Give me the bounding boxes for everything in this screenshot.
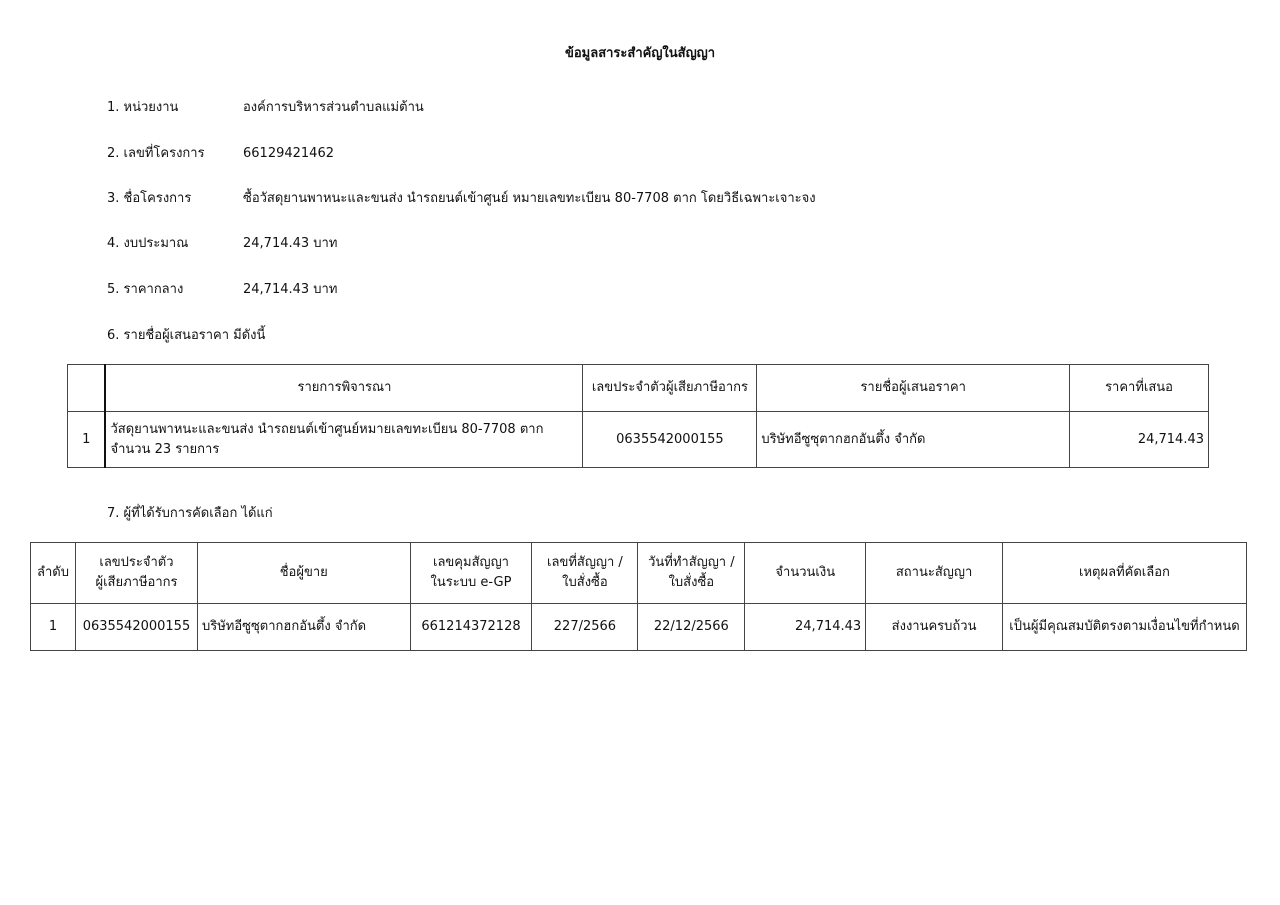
header-tax-id: เลขประจำตัวผู้เสียภาษีอากร bbox=[583, 365, 757, 412]
section-6-heading: 6. รายชื่อผู้เสนอราคา มีดังนี้ bbox=[107, 328, 266, 343]
info-label: 1. หน่วยงาน bbox=[107, 100, 179, 115]
header-contract-number bbox=[532, 543, 638, 604]
winners-table bbox=[30, 542, 1247, 651]
info-value: 66129421462 bbox=[243, 146, 334, 161]
header-price: ราคาที่เสนอ bbox=[1070, 365, 1209, 412]
info-row-median-price bbox=[107, 278, 337, 299]
header-contract-no-line1: เลขที่สัญญา / bbox=[547, 555, 623, 570]
info-value: 24,714.43 บาท bbox=[243, 236, 338, 251]
info-row-project-name bbox=[107, 187, 816, 208]
table-header-row bbox=[68, 365, 1209, 412]
header-tax-id bbox=[75, 543, 197, 604]
info-label: 5. ราคากลาง bbox=[107, 282, 184, 297]
header-control-line1: เลขคุมสัญญา bbox=[433, 555, 509, 570]
info-value: ซื้อวัสดุยานพาหนะและขนส่ง นำรถยนต์เข้าศูนย์ หมายเลขทะเบียน 80-7708 ตาก โดยวิธีเฉพาะเจาะจง bbox=[243, 191, 816, 206]
cell-status: ส่งงานครบถ้วน bbox=[866, 604, 1003, 651]
header-bidder: รายชื่อผู้เสนอราคา bbox=[757, 365, 1070, 412]
header-item: รายการพิจารณา bbox=[105, 365, 582, 412]
table-row bbox=[68, 412, 1209, 468]
info-row-project-number bbox=[107, 142, 334, 163]
info-row-agency bbox=[107, 96, 424, 117]
cell-seller: บริษัทอีซูซุตากฮกอันตึ้ง จำกัด bbox=[197, 604, 410, 651]
cell-contract-number: 227/2566 bbox=[532, 604, 638, 651]
cell-item bbox=[105, 412, 582, 468]
header-tax-id-line2: ผู้เสียภาษีอากร bbox=[95, 575, 178, 590]
cell-no: 1 bbox=[31, 604, 76, 651]
header-contract-no-line2: ใบสั่งซื้อ bbox=[562, 575, 608, 590]
info-row-budget bbox=[107, 232, 337, 253]
header-tax-id-line1: เลขประจำตัว bbox=[99, 555, 174, 570]
header-control-line2: ในระบบ e-GP bbox=[430, 575, 512, 590]
header-reason: เหตุผลที่คัดเลือก bbox=[1002, 543, 1246, 604]
cell-item-line2: จำนวน 23 รายการ bbox=[110, 441, 220, 457]
header-no bbox=[68, 365, 106, 412]
cell-no: 1 bbox=[68, 412, 106, 468]
header-date-line1: วันที่ทำสัญญา / bbox=[648, 555, 735, 570]
header-status: สถานะสัญญา bbox=[866, 543, 1003, 604]
info-value: 24,714.43 บาท bbox=[243, 282, 338, 297]
header-seller: ชื่อผู้ขาย bbox=[197, 543, 410, 604]
header-contract-date bbox=[638, 543, 745, 604]
section-7-heading: 7. ผู้ที่ได้รับการคัดเลือก ได้แก่ bbox=[107, 506, 273, 521]
info-label: 3. ชื่อโครงการ bbox=[107, 191, 192, 206]
header-date-line2: ใบสั่งซื้อ bbox=[668, 575, 715, 590]
cell-amount: 24,714.43 bbox=[745, 604, 866, 651]
bidders-table bbox=[67, 364, 1209, 468]
header-control-number bbox=[410, 543, 532, 604]
cell-item-line1: วัสดุยานพาหนะและขนส่ง นำรถยนต์เข้าศูนย์หมายเลขทะเบียน 80-7708 ตาก bbox=[110, 421, 544, 437]
cell-bidder: บริษัทอีซูซุตากฮกอันตึ้ง จำกัด bbox=[757, 412, 1070, 468]
cell-price: 24,714.43 bbox=[1070, 412, 1209, 468]
cell-contract-date: 22/12/2566 bbox=[638, 604, 745, 651]
info-label: 4. งบประมาณ bbox=[107, 236, 189, 251]
table-row bbox=[31, 604, 1247, 651]
cell-tax-id: 0635542000155 bbox=[75, 604, 197, 651]
info-value: องค์การบริหารส่วนตำบลแม่ต้าน bbox=[243, 100, 424, 115]
table-header-row bbox=[31, 543, 1247, 604]
cell-tax-id: 0635542000155 bbox=[583, 412, 757, 468]
header-no: ลำดับ bbox=[31, 543, 76, 604]
info-label: 2. เลขที่โครงการ bbox=[107, 146, 205, 161]
document-title: ข้อมูลสาระสำคัญในสัญญา bbox=[564, 46, 716, 61]
cell-control-number: 661214372128 bbox=[410, 604, 532, 651]
cell-reason: เป็นผู้มีคุณสมบัติตรงตามเงื่อนไขที่กำหนด bbox=[1002, 604, 1246, 651]
header-amount: จำนวนเงิน bbox=[745, 543, 866, 604]
